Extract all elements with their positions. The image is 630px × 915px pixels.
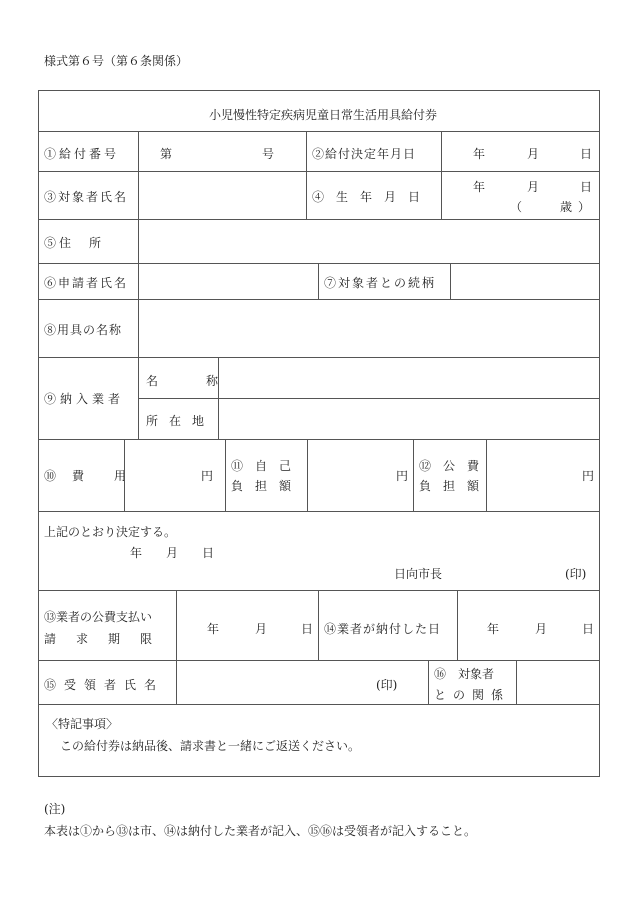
- age-unit: 歳: [560, 200, 573, 214]
- yen-unit: 円: [201, 469, 214, 483]
- mayor-title: 日向市長: [394, 567, 443, 581]
- seal-mark: (印): [565, 567, 587, 581]
- month-label: 月: [166, 546, 179, 560]
- label-public-pay-a: ⑫ 公 費: [419, 459, 480, 473]
- yen-unit: 円: [582, 469, 595, 483]
- special-notes-heading: 〈特記事項〉: [46, 717, 119, 731]
- label-delivery-date: ⑭業者が納付した日: [324, 622, 442, 636]
- year-label: 年: [487, 622, 500, 636]
- form-title: 小児慢性特定疾病児童日常生活用具給付券: [209, 108, 438, 122]
- day-label: 日: [580, 180, 593, 194]
- age-close-paren: ）: [578, 200, 591, 214]
- divider: [138, 263, 139, 299]
- label-equipment-name: ⑧用具の名称: [44, 323, 123, 337]
- divider: [441, 131, 442, 219]
- month-label: 月: [535, 622, 548, 636]
- divider: [38, 511, 600, 512]
- day-label: 日: [580, 147, 593, 161]
- year-label: 年: [473, 147, 486, 161]
- label-relationship: ⑦対象者との続柄: [324, 276, 437, 290]
- month-label: 月: [527, 180, 540, 194]
- divider: [138, 398, 600, 399]
- divider: [138, 219, 139, 263]
- label-vendor-name: 名 称: [146, 374, 237, 388]
- label-recipient-name: ⑮受領者氏名: [44, 678, 165, 692]
- divider: [176, 590, 177, 660]
- label-vendor: ⑨納入業者: [44, 392, 125, 406]
- seal-mark: (印): [376, 678, 398, 692]
- year-label: 年: [473, 180, 486, 194]
- divider: [318, 590, 319, 660]
- divider: [516, 660, 517, 704]
- divider: [486, 439, 487, 511]
- divider: [38, 131, 600, 132]
- divider: [138, 299, 139, 357]
- divider: [176, 660, 177, 704]
- age-open-paren: （: [510, 200, 523, 214]
- divider: [38, 171, 600, 172]
- divider: [318, 263, 319, 299]
- label-address: ⑤住 所: [44, 236, 105, 250]
- label-self-pay-b: 負担額: [231, 479, 304, 493]
- day-label: 日: [301, 622, 314, 636]
- divider: [38, 219, 600, 220]
- divider: [138, 131, 139, 171]
- divider: [306, 131, 307, 171]
- notes-text: 本表は①から⑬は市、⑭は納付した業者が記入、⑮⑯は受領者が記入すること。: [44, 824, 477, 838]
- label-cost: ⑩ 費 用: [44, 469, 129, 483]
- grant-number-prefix: 第: [160, 147, 173, 161]
- form-number: 様式第６号（第６条関係）: [44, 54, 189, 68]
- divider: [38, 704, 600, 705]
- divider: [38, 299, 600, 300]
- notes-heading: (注): [44, 802, 66, 816]
- label-applicant-name: ⑥申請者氏名: [44, 276, 129, 290]
- month-label: 月: [255, 622, 268, 636]
- label-public-pay-b: 負担額: [419, 479, 492, 493]
- decision-statement: 上記のとおり決定する。: [44, 525, 177, 539]
- divider: [38, 439, 600, 440]
- month-label: 月: [527, 147, 540, 161]
- divider: [38, 263, 600, 264]
- yen-unit: 円: [396, 469, 409, 483]
- year-label: 年: [130, 546, 143, 560]
- label-decision-date: ②給付決定年月日: [312, 147, 417, 161]
- label-birthdate: ④ 生 年 月 日: [312, 190, 421, 204]
- day-label: 日: [582, 622, 595, 636]
- label-claim-deadline-a: ⑬業者の公費支払い: [44, 610, 153, 624]
- divider: [307, 439, 308, 511]
- day-label: 日: [202, 546, 215, 560]
- year-label: 年: [207, 622, 220, 636]
- label-vendor-address: 所在地: [146, 414, 216, 428]
- divider: [38, 357, 600, 358]
- label-recipient-relation-b: との関係: [434, 688, 511, 702]
- grant-number-suffix: 号: [262, 147, 275, 161]
- label-recipient-relation-a: ⑯ 対象者: [434, 667, 495, 681]
- divider: [413, 439, 414, 511]
- divider: [428, 660, 429, 704]
- divider: [225, 439, 226, 511]
- label-claim-deadline-b: 請求期限: [44, 632, 173, 646]
- divider: [124, 439, 125, 511]
- divider: [38, 590, 600, 591]
- divider: [138, 171, 139, 219]
- divider: [457, 590, 458, 660]
- label-grant-number: ①給付番号: [44, 147, 120, 161]
- label-self-pay-a: ⑪ 自 己: [231, 459, 292, 473]
- label-subject-name: ③対象者氏名: [44, 190, 129, 204]
- divider: [306, 171, 307, 219]
- special-notes-text: この給付券は納品後、請求書と一緒にご返送ください。: [60, 739, 361, 753]
- divider: [450, 263, 451, 299]
